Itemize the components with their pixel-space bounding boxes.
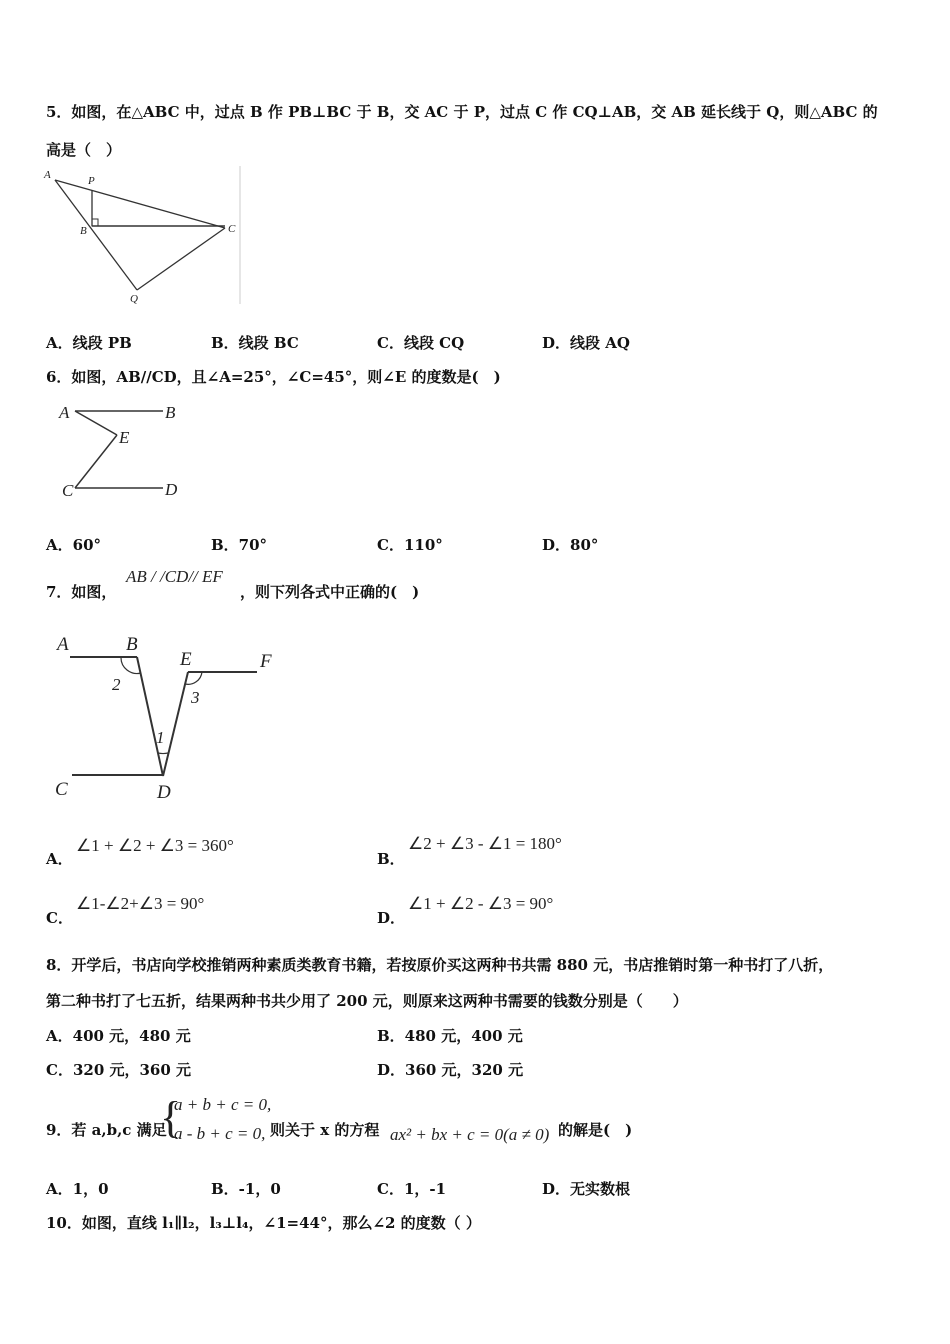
- q9-option-a[interactable]: A．1，0: [46, 1180, 109, 1198]
- q6-label-B: B: [165, 403, 176, 422]
- q10-stem: 10．如图，直线 l₁∥l₂，l₃⊥l₄，∠1=44°，那么∠2 的度数（ ）: [46, 1214, 481, 1232]
- q8-option-b[interactable]: B．480 元，400 元: [377, 1027, 523, 1045]
- q9-option-c[interactable]: C．1，-1: [377, 1180, 447, 1198]
- q7-label-E: E: [180, 649, 192, 670]
- q7-label-B: B: [126, 634, 138, 655]
- q6-label-E: E: [119, 428, 130, 447]
- q8-option-d[interactable]: D．360 元，320 元: [377, 1061, 524, 1079]
- q8-option-c[interactable]: C．320 元，360 元: [46, 1061, 192, 1079]
- q5-stem-line1: 5．如图，在△ABC 中，过点 B 作 PB⊥BC 于 B，交 AC 于 P，过点 C 作 CQ⊥AB，交 AB 延长线于 Q，则△ABC 的: [46, 103, 878, 121]
- q7-label-D: D: [157, 782, 171, 803]
- q7-angle-3: 3: [191, 688, 200, 707]
- q8-stem-line1: 8．开学后，书店向学校推销两种素质类教育书籍，若按原价买这两种书共需 880 元，书店推销时第一种书打了八折，: [46, 956, 834, 974]
- q7-stem-formula: AB / /CD// EF: [126, 567, 223, 586]
- q5-label-C: C: [228, 223, 236, 235]
- q9-equation: ax² + bx + c = 0(a ≠ 0): [390, 1125, 550, 1144]
- q6-option-b[interactable]: B．70°: [211, 536, 268, 554]
- q7-option-b[interactable]: B．: [377, 850, 405, 868]
- q6-figure: [55, 398, 185, 503]
- q9-eq1: a + b + c = 0,: [174, 1095, 272, 1114]
- q5-option-d[interactable]: D．线段 AQ: [542, 334, 630, 352]
- q5-label-A: A: [44, 169, 51, 181]
- q6-label-A: A: [59, 403, 70, 422]
- q6-stem: 6．如图，AB//CD，且∠A=25°，∠C=45°，则∠E 的度数是( ): [46, 368, 501, 386]
- q8-stem-line2: 第二种书打了七五折，结果两种书共少用了 200 元，则原来这两种书需要的钱数分别是（ ）: [46, 992, 688, 1010]
- q6-label-D: D: [165, 480, 178, 499]
- q7-option-a-formula[interactable]: ∠1 + ∠2 + ∠3 = 360°: [76, 836, 234, 855]
- q5-label-Q: Q: [130, 293, 138, 305]
- q7-stem-prefix: 7．如图，: [46, 583, 117, 601]
- q5-option-c[interactable]: C．线段 CQ: [377, 334, 465, 352]
- q7-label-C: C: [55, 779, 68, 800]
- q7-option-a[interactable]: A．: [46, 850, 73, 868]
- q7-option-b-formula[interactable]: ∠2 + ∠3 - ∠1 = 180°: [408, 834, 562, 853]
- q6-option-a[interactable]: A．60°: [46, 536, 102, 554]
- q7-figure: [50, 630, 290, 805]
- q5-stem-line2: 高是（ ）: [46, 141, 122, 159]
- q6-label-C: C: [62, 481, 74, 500]
- q7-label-F: F: [260, 651, 272, 672]
- q7-angle-1: 1: [156, 728, 165, 747]
- q9-stem-middle: 则关于 x 的方程: [270, 1121, 380, 1139]
- q5-option-a[interactable]: A．线段 PB: [46, 334, 132, 352]
- q7-stem-suffix: ，则下列各式中正确的( ): [240, 583, 420, 601]
- q9-eq2: a - b + c = 0,: [174, 1124, 266, 1143]
- q7-option-d-formula[interactable]: ∠1 + ∠2 - ∠3 = 90°: [408, 894, 554, 913]
- q7-option-c[interactable]: C．: [46, 909, 73, 927]
- q5-figure: [40, 166, 245, 306]
- q9-stem-suffix: 的解是( ): [558, 1121, 633, 1139]
- q9-system-brace: {: [160, 1093, 182, 1142]
- q7-angle-2: 2: [112, 675, 121, 694]
- q5-option-b[interactable]: B．线段 BC: [211, 334, 299, 352]
- q7-option-d[interactable]: D．: [377, 909, 406, 927]
- q7-option-c-formula[interactable]: ∠1-∠2+∠3 = 90°: [76, 894, 205, 913]
- q9-stem-prefix: 9．若 a,b,c 满足: [46, 1121, 167, 1139]
- q5-label-B: B: [80, 225, 87, 237]
- q6-option-d[interactable]: D．80°: [542, 536, 599, 554]
- q6-option-c[interactable]: C．110°: [377, 536, 443, 554]
- q9-option-b[interactable]: B．-1，0: [211, 1180, 281, 1198]
- q5-label-P: P: [88, 175, 95, 187]
- q8-option-a[interactable]: A．400 元，480 元: [46, 1027, 191, 1045]
- q9-option-d[interactable]: D．无实数根: [542, 1180, 631, 1198]
- q7-label-A: A: [57, 634, 69, 655]
